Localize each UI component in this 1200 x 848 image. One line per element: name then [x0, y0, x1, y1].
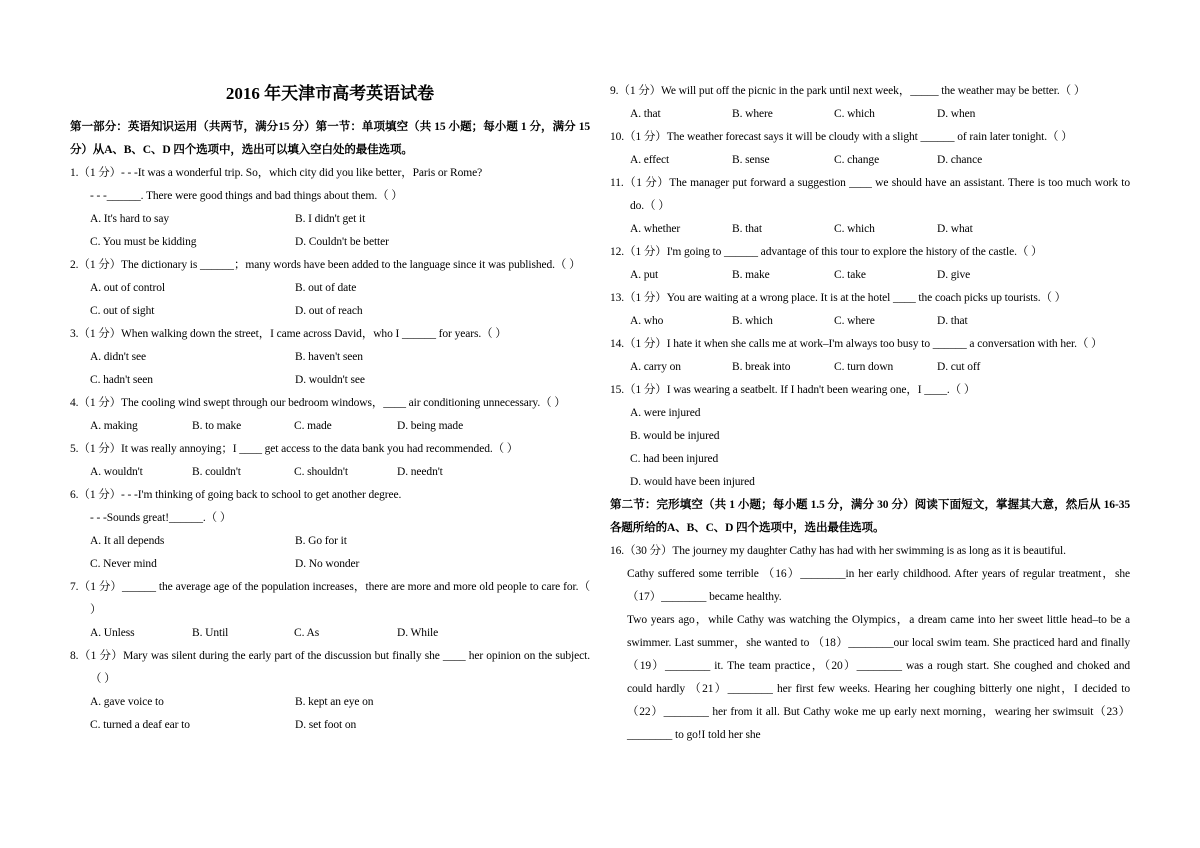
question-text: - - -______. There were good things and bad things about them.（ ）: [90, 190, 403, 202]
question: [610, 80, 1130, 126]
options-group: [90, 530, 590, 576]
option: B. I didn't get it: [295, 213, 366, 225]
question-text: - - -Sounds great!______.（ ）: [90, 512, 232, 524]
cloze-paragraph: Cathy suffered some terrible （16）________in her early childhood. After years of regular treatment，she（17）________ became healthy.: [627, 568, 1130, 603]
option: C. out of sight: [90, 305, 155, 317]
option: C. which: [834, 108, 875, 120]
question-text: 1.（1 分）- - -It was a wonderful trip. So，which city did you like better，Paris or Rome?: [70, 167, 483, 179]
question-text: 15.（1 分）I was wearing a seatbelt. If I hadn't been wearing one，I ____.（ ）: [610, 384, 976, 396]
question-text: 12.（1 分）I'm going to ______ advantage of this tour to explore the history of the castle.（ ）: [610, 246, 1043, 258]
question: [610, 126, 1130, 172]
option: A. didn't see: [90, 351, 147, 363]
option: B. that: [732, 223, 762, 235]
option: D. chance: [937, 154, 983, 166]
question-stem: [70, 392, 590, 415]
cloze-paragraph: 16.（30 分）The journey my daughter Cathy has had with her swimming is as long as it is beautiful.: [610, 545, 1066, 557]
question-stem: [70, 438, 590, 461]
option: B. out of date: [295, 282, 357, 294]
question: [70, 438, 590, 484]
options-group: [90, 208, 590, 254]
option: C. made: [294, 420, 332, 432]
options-group: [90, 415, 590, 438]
question: [610, 172, 1130, 241]
question: [70, 254, 590, 323]
option: C. change: [834, 154, 880, 166]
question-text: 11.（1 分）The manager put forward a suggestion ____ we should have an assistant. There is too much work to do.（ ）: [610, 177, 1130, 212]
option: D. that: [937, 315, 968, 327]
question-stem: [70, 254, 590, 277]
options-group: [630, 402, 1130, 494]
question-text: 9.（1 分）We will put off the picnic in the park until next week，_____ the weather may be better.（ ）: [610, 85, 1086, 97]
options-group: [630, 149, 1130, 172]
option: D. being made: [397, 420, 464, 432]
question-stem: [70, 484, 590, 530]
option: D. what: [937, 223, 973, 235]
question: [70, 645, 590, 737]
option: A. It's hard to say: [90, 213, 170, 225]
question: [70, 484, 590, 576]
option: C. shouldn't: [294, 466, 348, 478]
question-text: 6.（1 分）- - -I'm thinking of going back to school to get another degree.: [70, 489, 402, 501]
option: D. cut off: [937, 361, 981, 373]
options-group: [90, 277, 590, 323]
option: B. Until: [192, 627, 229, 639]
option: B. couldn't: [192, 466, 241, 478]
option: A. who: [630, 315, 664, 327]
part2-intro: 第二节：完形填空（共 1 小题；每小题 1.5 分，满分 30 分）阅读下面短文，掌握其大意，然后从 16-35 各题所给的A、B、C、D 四个选项中，选出最佳选项。: [610, 499, 1130, 534]
question: [70, 576, 590, 645]
question-stem: [610, 333, 1130, 356]
option: D. would have been injured: [630, 476, 755, 488]
option: C. As: [294, 627, 320, 639]
question-text: 7.（1 分）______ the average age of the population increases，there are more and more old people to care for.（ ）: [70, 581, 590, 616]
questions-left: [70, 162, 590, 737]
option: A. out of control: [90, 282, 165, 294]
option: C. Never mind: [90, 558, 157, 570]
option: D. out of reach: [295, 305, 363, 317]
question-stem: [610, 379, 1130, 402]
question-text: 14.（1 分）I hate it when she calls me at work–I'm always too busy to ______ a conversation with her.（ ）: [610, 338, 1103, 350]
question-stem: [610, 172, 1130, 218]
question: [610, 379, 1130, 494]
question: [70, 392, 590, 438]
option: C. which: [834, 223, 875, 235]
options-group: [630, 310, 1130, 333]
question-stem: [70, 576, 590, 622]
options-group: [630, 103, 1130, 126]
question: [610, 241, 1130, 287]
cloze-paragraph: Two years ago，while Cathy was watching the Olympics，a dream came into her sweet little head–to be a swimmer. Last summer，she wanted to （18）________our local swim team. She practiced hard and finally （19）________ it. The team practice，（20）________ was a rough start. She coughed and choked and could hardly （21）________ her first few weeks. Hearing her coughing bitterly one night，I decided to （22）________ her from it all. But Cathy woke me up early next morning，wearing her swimsuit（23）________ to go!I told her she: [627, 614, 1130, 741]
option: D. wouldn't see: [295, 374, 365, 386]
option: C. where: [834, 315, 875, 327]
option: A. that: [630, 108, 661, 120]
option: B. which: [732, 315, 773, 327]
question-stem: [70, 162, 590, 208]
question-stem: [610, 80, 1130, 103]
options-group: [630, 218, 1130, 241]
option: D. No wonder: [295, 558, 360, 570]
option: A. It all depends: [90, 535, 165, 547]
question-text: 2.（1 分）The dictionary is ______；many words have been added to the language since it was published.（ ）: [70, 259, 581, 271]
option: A. carry on: [630, 361, 681, 373]
question-stem: [610, 126, 1130, 149]
option: B. where: [732, 108, 773, 120]
option: A. gave voice to: [90, 696, 164, 708]
option: C. You must be kidding: [90, 236, 197, 248]
option: B. to make: [192, 420, 242, 432]
option: A. wouldn't: [90, 466, 143, 478]
option: D. when: [937, 108, 976, 120]
option: C. hadn't seen: [90, 374, 153, 386]
question-text: 13.（1 分）You are waiting at a wrong place. It is at the hotel ____ the coach picks up tourists.（ ）: [610, 292, 1067, 304]
option: A. making: [90, 420, 138, 432]
question-text: 5.（1 分）It was really annoying；I ____ get access to the data bank you had recommended.（ ）: [70, 443, 519, 455]
option: B. break into: [732, 361, 791, 373]
question-stem: [70, 323, 590, 346]
question: [70, 162, 590, 254]
question: [70, 323, 590, 392]
question-text: 3.（1 分）When walking down the street，I came across David，who I ______ for years.（ ）: [70, 328, 507, 340]
question-stem: [610, 241, 1130, 264]
option: B. would be injured: [630, 430, 720, 442]
right-column: [610, 80, 1130, 747]
option: D. Couldn't be better: [295, 236, 389, 248]
question-stem: [610, 287, 1130, 310]
option: D. set foot on: [295, 719, 357, 731]
options-group: [630, 264, 1130, 287]
option: B. Go for it: [295, 535, 347, 547]
option: C. turn down: [834, 361, 894, 373]
option: B. kept an eye on: [295, 696, 374, 708]
option: D. needn't: [397, 466, 443, 478]
option: A. were injured: [630, 407, 701, 419]
option: A. Unless: [90, 627, 135, 639]
options-group: [90, 691, 590, 737]
option: B. sense: [732, 154, 770, 166]
question-text: 8.（1 分）Mary was silent during the early part of the discussion but finally she ____ her opinion on the subject.（ ）: [70, 650, 590, 685]
cloze-passage: [610, 540, 1130, 747]
options-group: [90, 622, 590, 645]
options-group: [90, 461, 590, 484]
option: C. take: [834, 269, 866, 281]
question-text: 10.（1 分）The weather forecast says it will be cloudy with a slight ______ of rain later tonight.（ ）: [610, 131, 1073, 143]
option: C. turned a deaf ear to: [90, 719, 190, 731]
option: D. give: [937, 269, 971, 281]
question-stem: [70, 645, 590, 691]
question: [610, 333, 1130, 379]
question-text: 4.（1 分）The cooling wind swept through our bedroom windows，____ air conditioning unnecessary.（ ）: [70, 397, 566, 409]
paper-title: 2016 年天津市高考英语试卷: [225, 84, 435, 103]
option: A. put: [630, 269, 659, 281]
option: A. whether: [630, 223, 681, 235]
questions-right: [610, 80, 1130, 494]
option: D. While: [397, 627, 439, 639]
option: B. make: [732, 269, 770, 281]
question: [610, 287, 1130, 333]
options-group: [630, 356, 1130, 379]
option: C. had been injured: [630, 453, 719, 465]
options-group: [90, 346, 590, 392]
left-column: [70, 80, 590, 747]
option: B. haven't seen: [295, 351, 363, 363]
part1-intro: 第一部分：英语知识运用（共两节，满分15 分）第一节：单项填空（共 15 小题；每小题 1 分，满分 15 分）从A、B、C、D 四个选项中，选出可以填入空白处的最佳选项。: [70, 121, 590, 156]
option: A. effect: [630, 154, 670, 166]
